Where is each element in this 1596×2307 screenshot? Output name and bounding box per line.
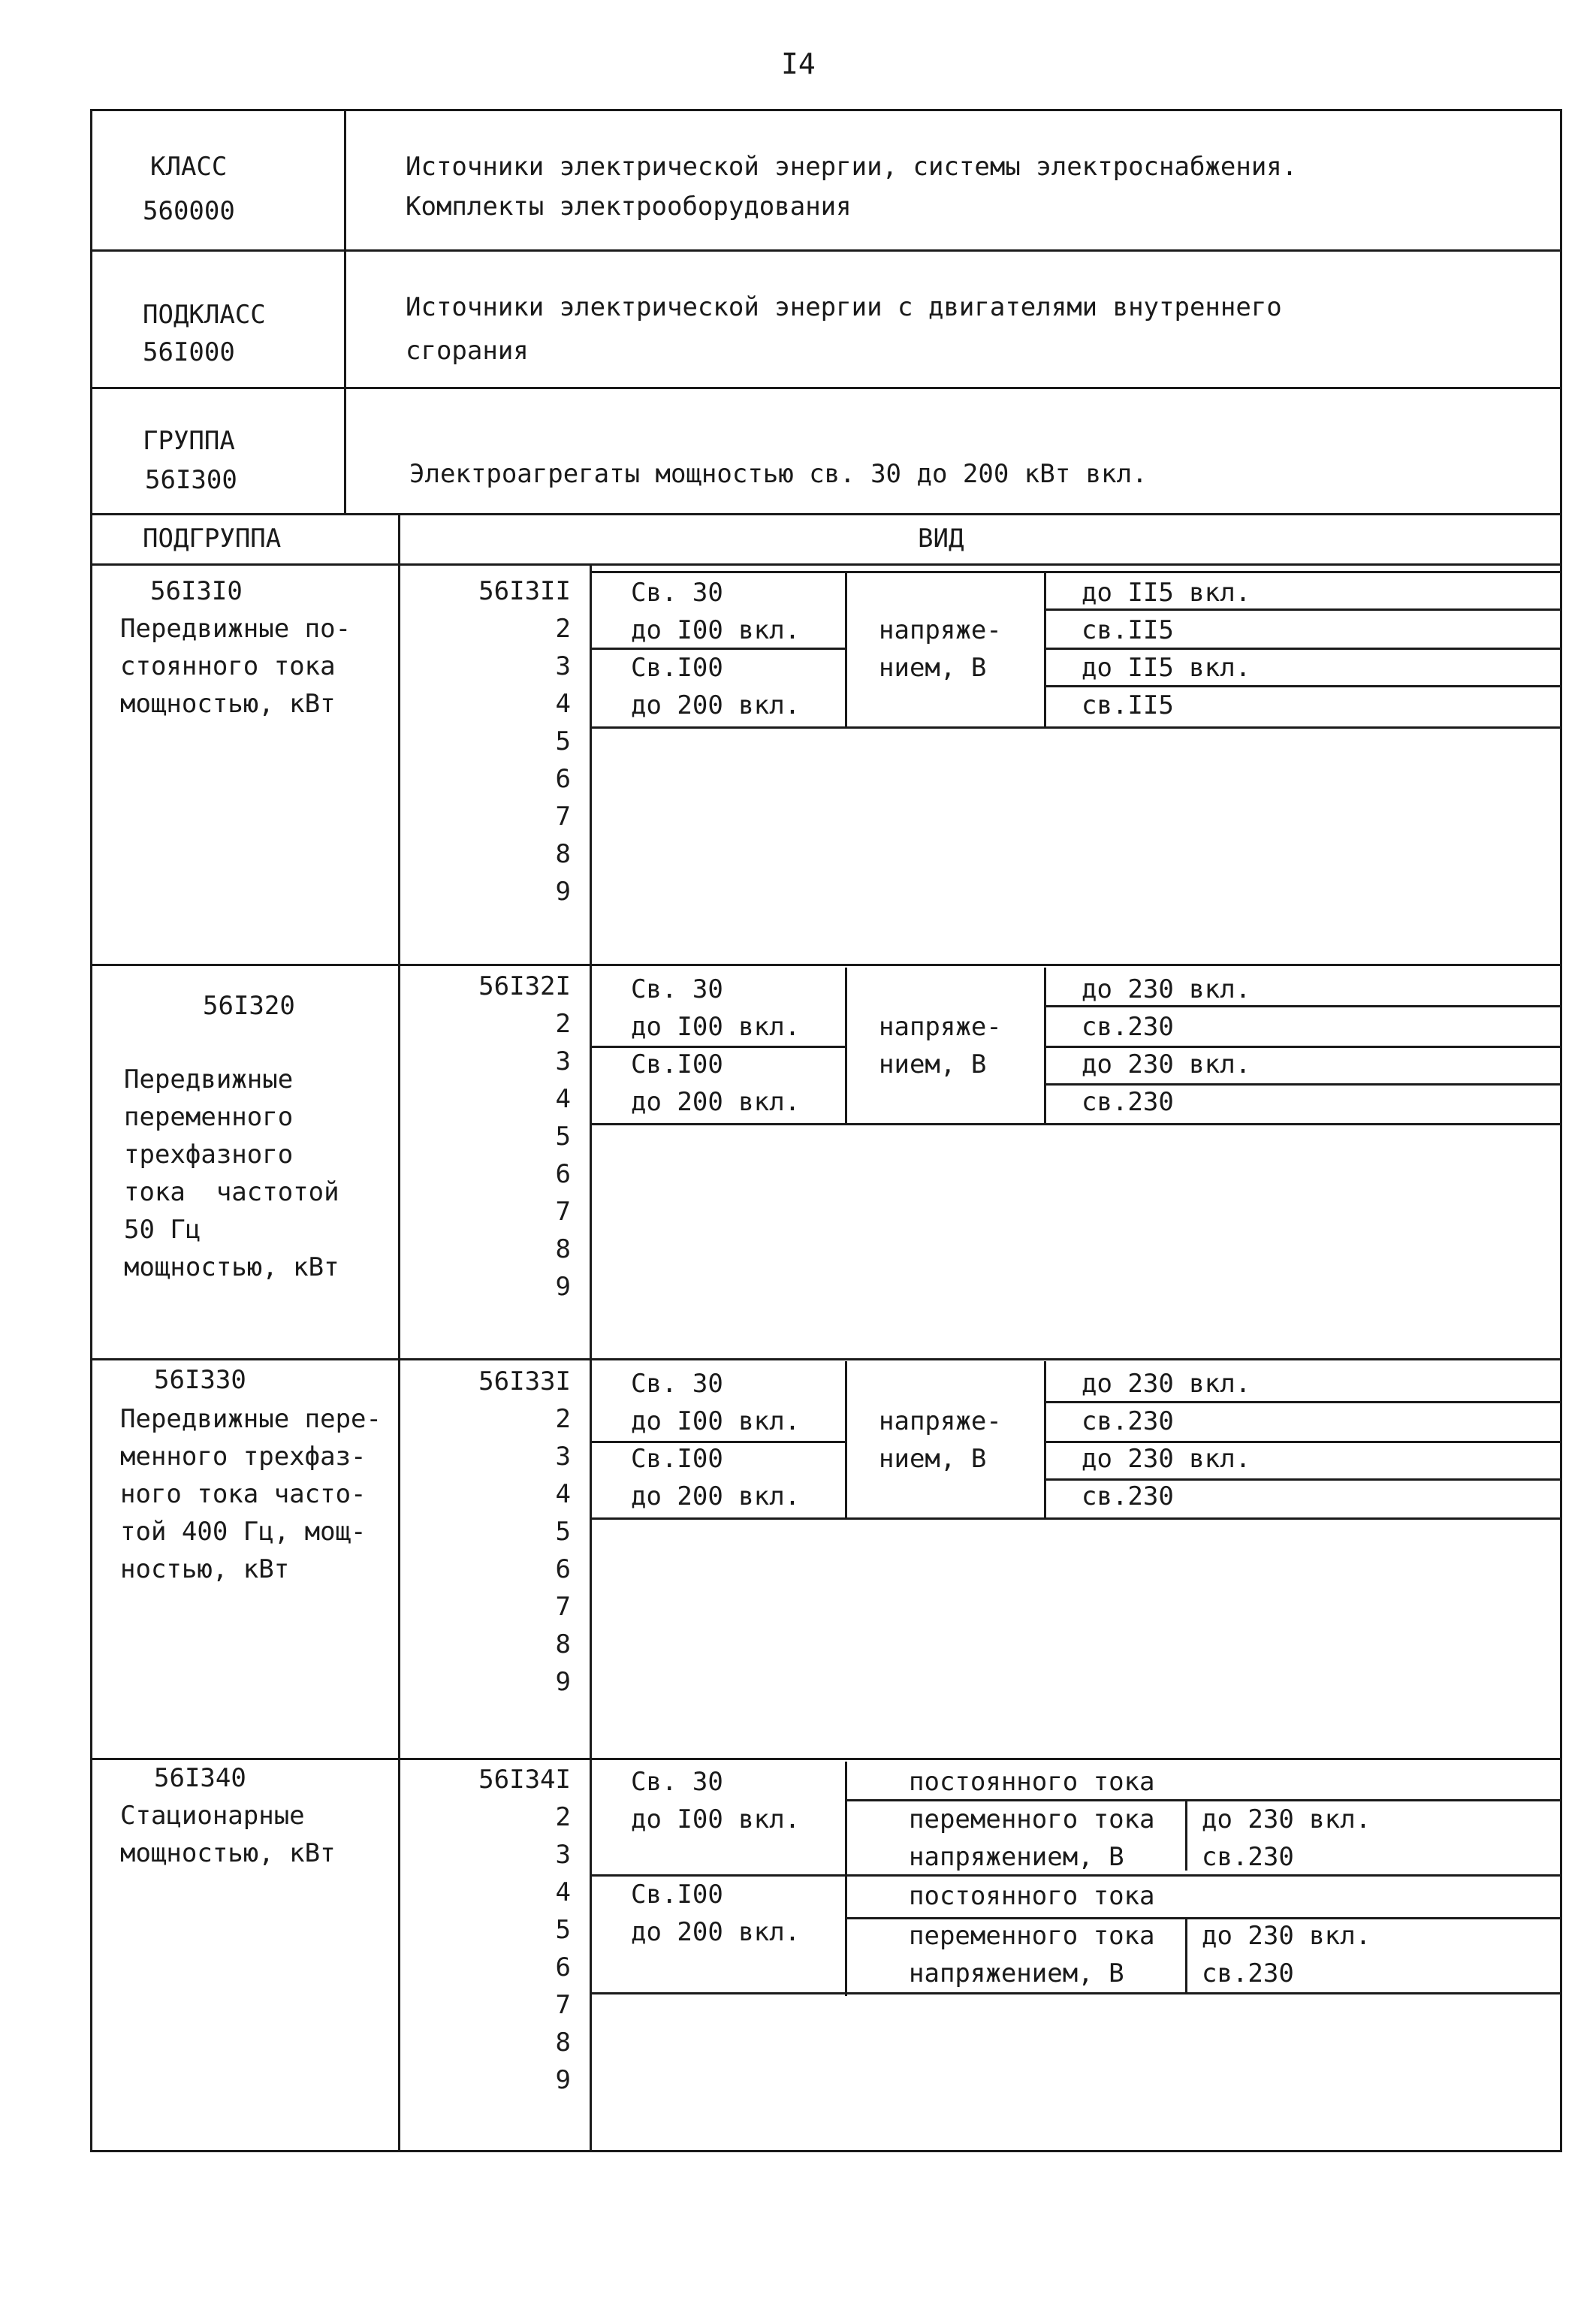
voltage-value: св.230 [1082, 1012, 1174, 1042]
subgroup-desc-line: стоянного тока [120, 651, 336, 681]
kind-code: 56I3II [478, 576, 571, 606]
power-value: до I00 вкл. [631, 1012, 801, 1042]
subclass-label: ПОДКЛАСС [143, 300, 266, 330]
kind-code: 6 [555, 1554, 571, 1584]
kind-code: 2 [555, 614, 571, 644]
power-value: до 200 вкл. [631, 1087, 801, 1117]
kind-code: 6 [555, 1952, 571, 1982]
power-value: до 200 вкл. [631, 1917, 801, 1947]
grid-line [590, 648, 845, 650]
subgroup-code: 56I340 [154, 1763, 246, 1793]
group-row-divider [90, 513, 1562, 515]
voltage-value: св.230 [1202, 1958, 1294, 1988]
voltage-label: нием, В [879, 653, 987, 683]
voltage-label: напряже- [879, 615, 1002, 645]
voltage-label: нием, В [879, 1049, 987, 1080]
grid-line [590, 1441, 845, 1443]
voltage-value: св.230 [1082, 1406, 1174, 1436]
grid-line [845, 1917, 1562, 1919]
voltage-value: св.II5 [1082, 690, 1174, 720]
subgroup-desc-line: 50 Гц [124, 1215, 201, 1245]
subgroup-desc-line: переменного [124, 1102, 294, 1132]
current-type-ac: переменного тока [909, 1804, 1155, 1834]
kind-code: 5 [555, 1122, 571, 1152]
grid-line [845, 1762, 847, 1996]
page-number: I4 [781, 47, 816, 80]
kind-code: 6 [555, 764, 571, 794]
grid-line [590, 1046, 845, 1048]
subgroup-code: 56I330 [154, 1365, 246, 1395]
kind-column-header: ВИД [918, 524, 964, 554]
grid-line [845, 1361, 847, 1519]
kind-code: 3 [555, 1840, 571, 1870]
group-label: ГРУППА [143, 426, 235, 456]
grid-line [1044, 1046, 1562, 1048]
power-value: до I00 вкл. [631, 615, 801, 645]
voltage-value: до 230 вкл. [1202, 1921, 1371, 1951]
grid-line [845, 968, 847, 1125]
kind-code: 4 [555, 1479, 571, 1509]
grid-line [1044, 1083, 1562, 1086]
subclass-code: 56I000 [143, 337, 235, 367]
grid-line [1044, 1401, 1562, 1403]
grid-line [1044, 648, 1562, 650]
table-border-right [1560, 109, 1562, 2152]
header-divider [344, 109, 346, 515]
power-value: Св. 30 [631, 974, 723, 1004]
kind-code: 9 [555, 1272, 571, 1302]
power-value: до I00 вкл. [631, 1804, 801, 1834]
kind-code: 2 [555, 1404, 571, 1434]
table-border-bottom [90, 2150, 1562, 2152]
power-value: Св.I00 [631, 1049, 723, 1080]
grid-line [1044, 1361, 1046, 1519]
column-header-divider [90, 563, 1562, 566]
current-type-dc: постоянного тока [909, 1881, 1155, 1911]
grid-line [1185, 1799, 1187, 1871]
kind-code: 56I33I [478, 1366, 571, 1397]
kind-code: 56I32I [478, 971, 571, 1001]
voltage-label: нием, В [879, 1444, 987, 1474]
subclass-title-line1: Источники электрической энергии с двигателями внутреннего [406, 292, 1282, 322]
kind-code: 8 [555, 1234, 571, 1264]
voltage-value: св.230 [1082, 1481, 1174, 1511]
subclass-row-divider [90, 387, 1562, 389]
grid-line [1185, 1919, 1187, 1994]
subgroup-desc-line: ностью, кВт [120, 1554, 290, 1584]
subgroup-desc-line: Передвижные [124, 1064, 294, 1095]
subgroup-column-header: ПОДГРУППА [143, 524, 282, 554]
grid-line [590, 1517, 1562, 1520]
power-value: до I00 вкл. [631, 1406, 801, 1436]
class-title-line2: Комплекты электрооборудования [406, 192, 852, 222]
subgroup-desc-line: мощностью, кВт [120, 1838, 336, 1868]
class-title-line1: Источники электрической энергии, системы электроснабжения. [406, 152, 1298, 182]
kind-code: 9 [555, 2065, 571, 2095]
kind-code: 4 [555, 1877, 571, 1907]
kind-code: 4 [555, 689, 571, 719]
subclass-title-line2: сгорания [406, 336, 529, 366]
grid-line [1044, 685, 1562, 687]
grid-line [590, 571, 1562, 573]
current-type-ac: напряжением, В [909, 1958, 1124, 1988]
current-type-ac: напряжением, В [909, 1842, 1124, 1872]
kind-code: 3 [555, 1046, 571, 1076]
power-value: до 200 вкл. [631, 1481, 801, 1511]
kind-code: 7 [555, 1197, 571, 1227]
grid-line [1044, 608, 1562, 611]
power-value: Св. 30 [631, 1369, 723, 1399]
kind-code: 8 [555, 839, 571, 869]
power-value: Св. 30 [631, 578, 723, 608]
grid-line [590, 726, 1562, 729]
section-divider-1 [90, 964, 1562, 966]
current-type-dc: постоянного тока [909, 1767, 1155, 1797]
subgroup-desc-line: ного тока часто- [120, 1479, 367, 1509]
class-label: КЛАСС [150, 152, 228, 182]
kind-code: 5 [555, 726, 571, 756]
power-value: Св. 30 [631, 1767, 723, 1797]
kind-code: 3 [555, 1442, 571, 1472]
kind-code: 8 [555, 2028, 571, 2058]
kind-code: 56I34I [478, 1765, 571, 1795]
grid-line [1044, 1478, 1562, 1481]
class-row-divider [90, 249, 1562, 252]
kind-code: 6 [555, 1159, 571, 1189]
class-code: 560000 [143, 196, 235, 226]
subgroup-desc-line: трехфазного [124, 1140, 294, 1170]
grid-line [590, 1123, 1562, 1125]
voltage-value: до 230 вкл. [1082, 1049, 1251, 1080]
voltage-value: до II5 вкл. [1082, 653, 1251, 683]
voltage-value: св.230 [1082, 1087, 1174, 1117]
kind-code: 8 [555, 1629, 571, 1659]
voltage-value: до 230 вкл. [1082, 1369, 1251, 1399]
voltage-value: до II5 вкл. [1082, 578, 1251, 608]
grid-line [1044, 1005, 1562, 1007]
power-value: Св.I00 [631, 653, 723, 683]
power-value: до 200 вкл. [631, 690, 801, 720]
subgroup-desc-line: мощностью, кВт [124, 1252, 339, 1282]
kind-code: 7 [555, 802, 571, 832]
subgroup-desc-line: менного трехфаз- [120, 1442, 367, 1472]
grid-line [590, 1874, 1562, 1877]
table-border-top [90, 109, 1562, 111]
subgroup-code: 56I320 [203, 991, 295, 1021]
voltage-value: до 230 вкл. [1082, 1444, 1251, 1474]
subgroup-desc-line: мощностью, кВт [120, 689, 336, 719]
kind-code: 2 [555, 1009, 571, 1039]
subgroup-desc-line: тока частотой [124, 1177, 339, 1207]
power-value: Св.I00 [631, 1880, 723, 1910]
voltage-value: св.II5 [1082, 615, 1174, 645]
section-divider-2 [90, 1358, 1562, 1360]
grid-line [590, 1992, 1562, 1994]
kind-code: 3 [555, 651, 571, 681]
kind-code: 7 [555, 1592, 571, 1622]
kind-code: 9 [555, 877, 571, 907]
subgroup-column-divider [398, 513, 400, 2152]
table-border-left [90, 109, 92, 2152]
subgroup-desc-line: Стационарные [120, 1801, 305, 1831]
grid-line [1044, 571, 1046, 729]
voltage-value: до 230 вкл. [1202, 1804, 1371, 1834]
kind-code: 2 [555, 1802, 571, 1832]
subgroup-desc-line: той 400 Гц, мощ- [120, 1517, 367, 1547]
kind-code: 4 [555, 1084, 571, 1114]
kind-code: 7 [555, 1990, 571, 2020]
kind-code: 9 [555, 1667, 571, 1697]
subgroup-code: 56I3I0 [150, 576, 243, 606]
group-title: Электроагрегаты мощностью св. 30 до 200 кВт вкл. [409, 459, 1148, 489]
power-value: Св.I00 [631, 1444, 723, 1474]
grid-line [845, 571, 847, 729]
subgroup-desc-line: Передвижные пере- [120, 1404, 382, 1434]
grid-line [1044, 1441, 1562, 1443]
grid-line [845, 1799, 1562, 1801]
voltage-label: напряже- [879, 1406, 1002, 1436]
voltage-value: до 230 вкл. [1082, 974, 1251, 1004]
current-type-ac: переменного тока [909, 1921, 1155, 1951]
kind-code: 5 [555, 1915, 571, 1945]
kind-code: 5 [555, 1517, 571, 1547]
voltage-label: напряже- [879, 1012, 1002, 1042]
voltage-value: св.230 [1202, 1842, 1294, 1872]
group-code: 56I300 [145, 465, 237, 495]
section-divider-3 [90, 1758, 1562, 1760]
subgroup-desc-line: Передвижные по- [120, 614, 351, 644]
